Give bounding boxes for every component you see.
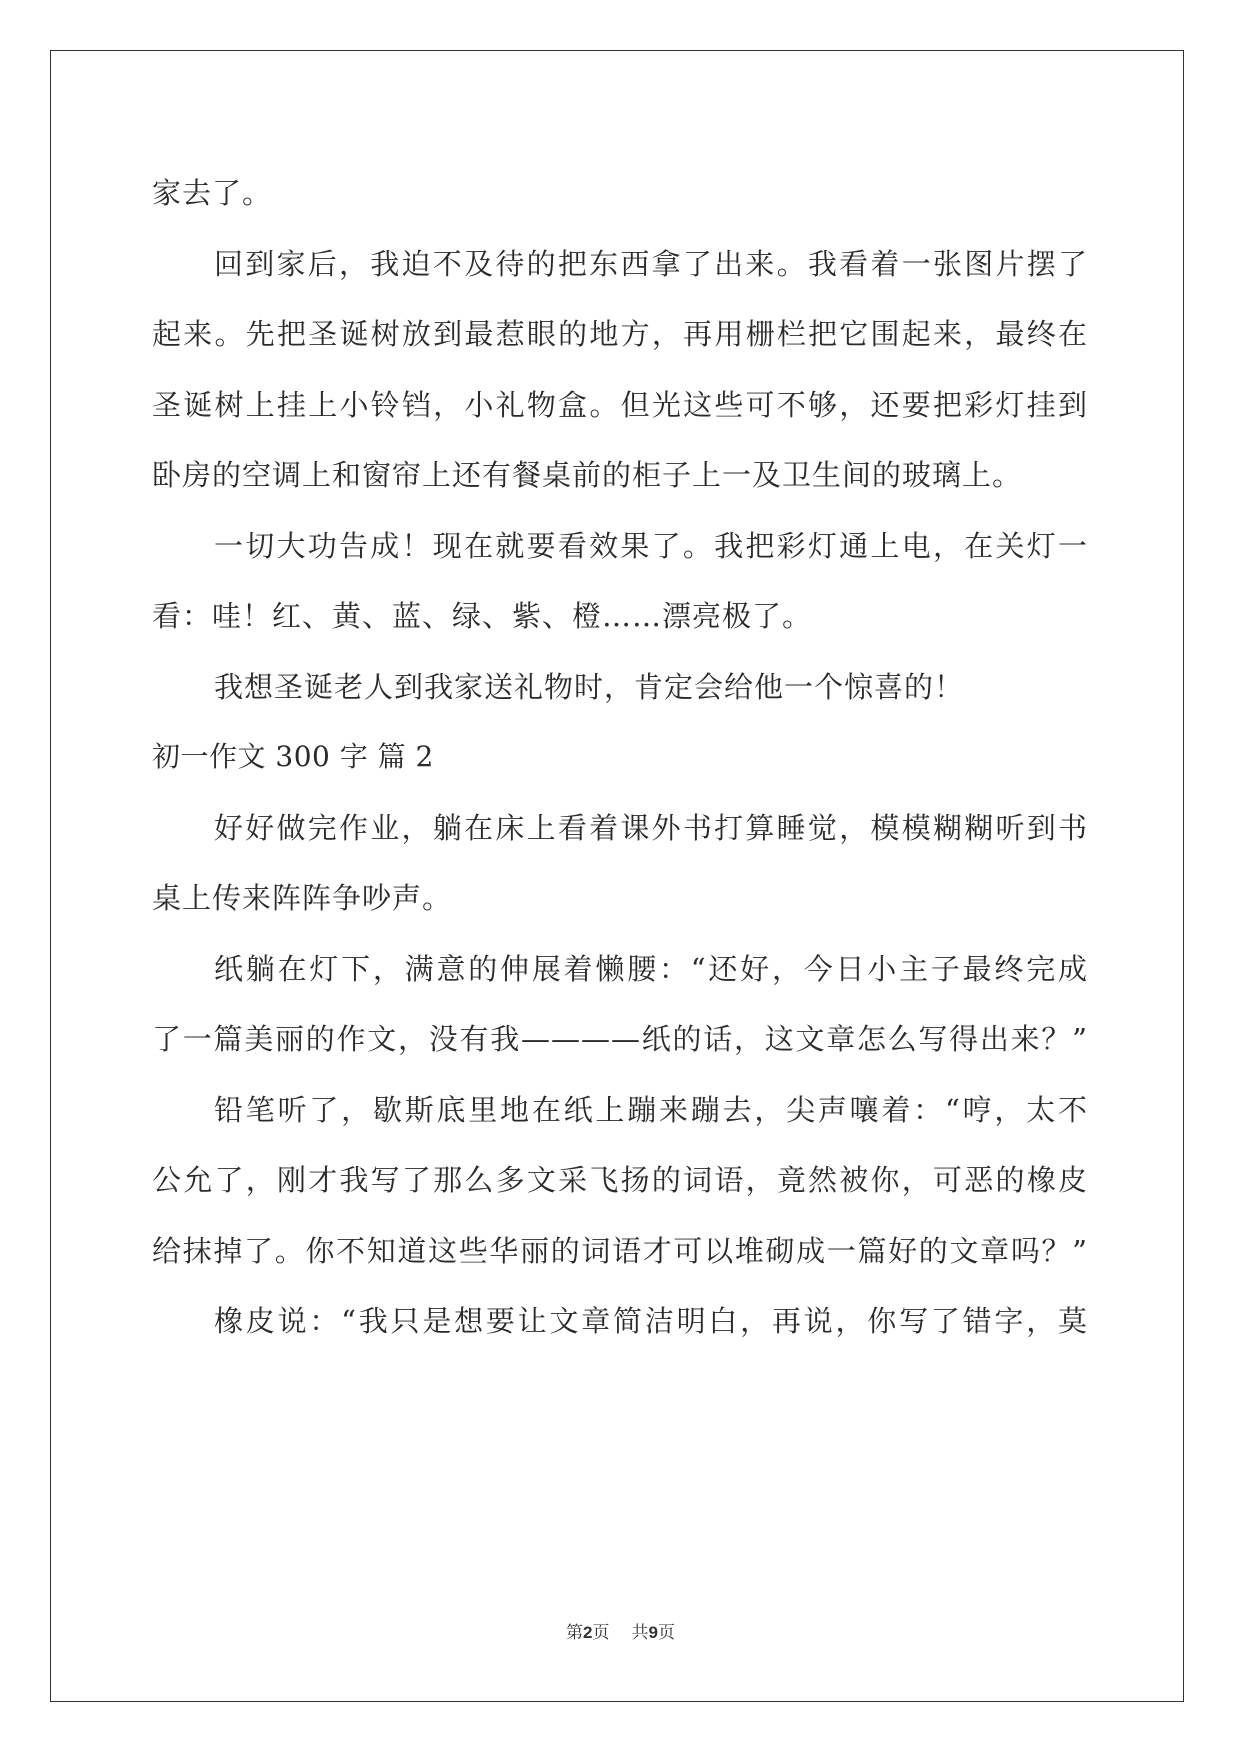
text-line: 橡皮说：“我只是想要让文章简洁明白，再说，你写了错字，莫 (214, 1304, 1088, 1338)
text-line: 桌上传来阵阵争吵声。 (152, 881, 453, 915)
text-line: 圣诞树上挂上小铃铛，小礼物盒。但光这些可不够，还要把彩灯挂到 (152, 387, 1088, 422)
text-line: 我想圣诞老人到我家送礼物时，肯定会给他一个惊喜的！ (214, 669, 965, 704)
footer-total-suffix: 页 (657, 1623, 675, 1643)
text-line: 家去了。 (152, 176, 273, 210)
text-line: 了一篇美丽的作文，没有我————纸的话，这文章怎么写得出来？” (152, 1022, 1088, 1056)
text-line: 卧房的空调上和窗帘上还有餐桌前的柜子上一及卫生间的玻璃上。 (152, 458, 1023, 492)
footer-prefix: 第 (566, 1623, 584, 1643)
text-line: 纸躺在灯下，满意的伸展着懒腰：“还好，今日小主子最终完成 (214, 951, 1088, 986)
section-heading: 初一作文 300 字 篇 2 (152, 740, 434, 773)
text-line: 一切大功告成！现在就要看效果了。我把彩灯通上电，在关灯一 (214, 528, 1088, 563)
page-footer (0, 1618, 1241, 1643)
page-number: 2 (583, 1623, 593, 1642)
footer-page-suffix: 页 (592, 1623, 610, 1643)
text-line: 公允了，刚才我写了那么多文采飞扬的词语，竟然被你，可恶的橡皮 (152, 1163, 1088, 1197)
text-line: 起来。先把圣诞树放到最惹眼的地方，再用栅栏把它围起来，最终在 (152, 317, 1088, 351)
total-pages: 9 (648, 1623, 658, 1642)
document-body (152, 158, 1088, 1357)
text-line: 给抹掉了。你不知道这些华丽的词语才可以堆砌成一篇好的文章吗？” (152, 1233, 1088, 1268)
text-line: 好好做完作业，躺在床上看着课外书打算睡觉，模模糊糊听到书 (214, 810, 1088, 845)
footer-total-prefix: 共 (631, 1623, 649, 1643)
text-line: 回到家后，我迫不及待的把东西拿了出来。我看着一张图片摆了 (214, 246, 1088, 281)
text-line: 铅笔听了，歇斯底里地在纸上蹦来蹦去，尖声嚷着：“哼，太不 (214, 1092, 1088, 1127)
text-line: 看：哇！红、黄、蓝、绿、紫、橙……漂亮极了。 (152, 599, 813, 633)
